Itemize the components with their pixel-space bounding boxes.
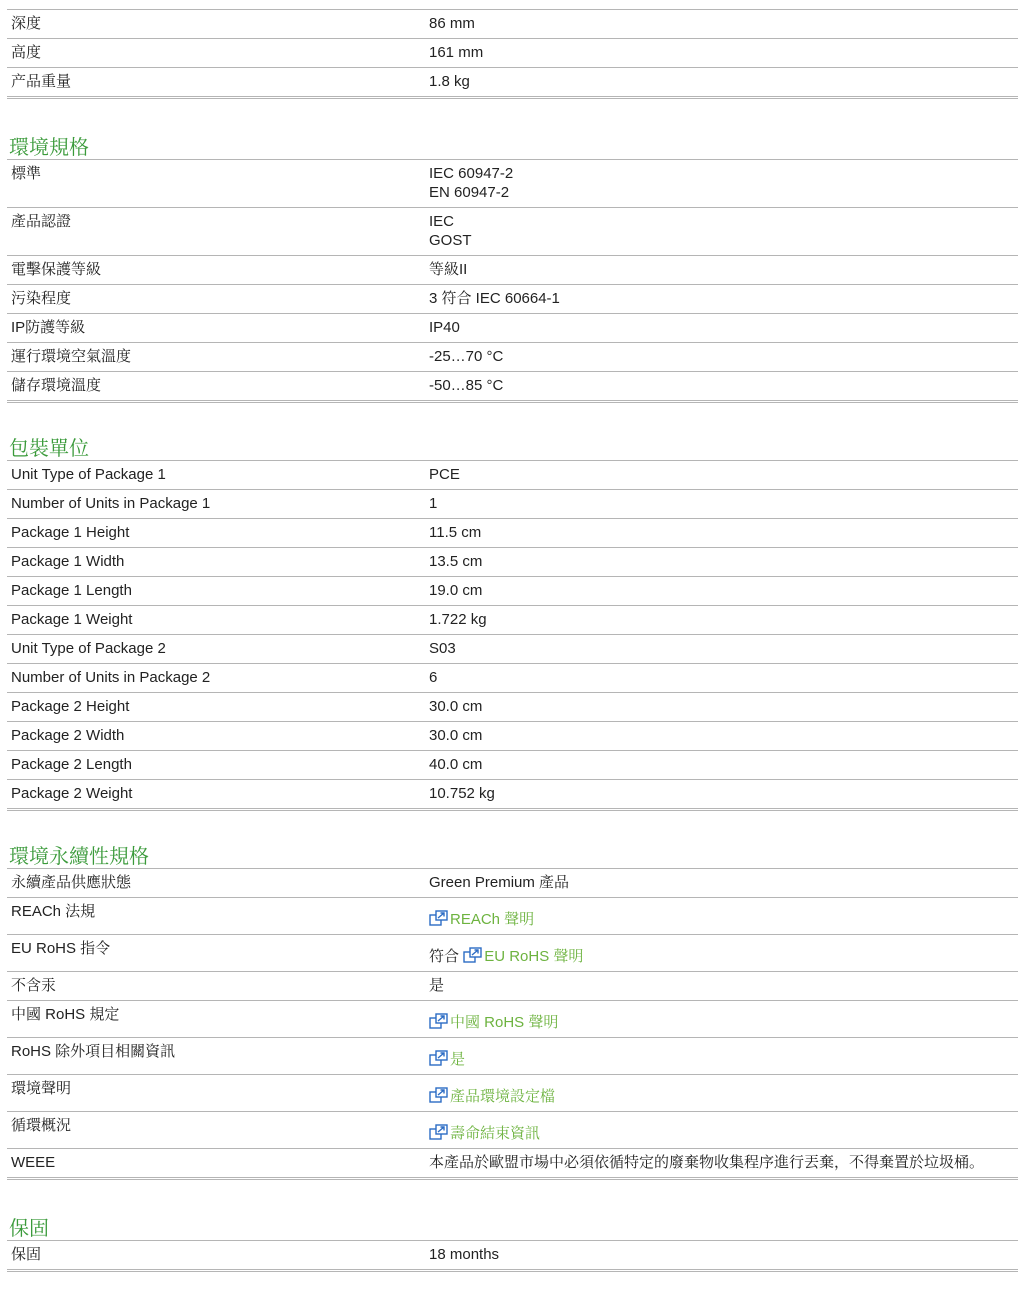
spec-key: 產品認證 xyxy=(11,213,72,230)
certification-value: GOST xyxy=(429,232,472,249)
link-text: 中國 RoHS 聲明 xyxy=(450,1014,559,1031)
spec-value: 30.0 cm xyxy=(429,698,483,715)
spec-value: S03 xyxy=(429,640,456,657)
product-spec-sheet xyxy=(7,0,1018,1272)
environment-section xyxy=(7,137,1018,403)
spec-row-weight xyxy=(7,68,1018,99)
spec-row-operating-temp xyxy=(7,343,1018,372)
spec-key: Package 1 Height xyxy=(11,524,130,541)
spec-value xyxy=(429,939,1018,966)
spec-value: 1.8 kg xyxy=(429,73,470,90)
spec-row-package xyxy=(7,461,1018,490)
spec-value: 18 months xyxy=(429,1246,500,1263)
spec-row-mercury-free xyxy=(7,972,1018,1001)
link-text: REACh 聲明 xyxy=(450,911,535,928)
spec-value xyxy=(429,1079,1018,1106)
standard-value: EN 60947-2 xyxy=(429,184,510,201)
spec-value xyxy=(429,1005,1018,1032)
dimensions-section xyxy=(7,9,1018,99)
spec-value: 40.0 cm xyxy=(429,756,483,773)
spec-value: 本產品於歐盟市場中必須依循特定的廢棄物收集程序進行丟棄，不得棄置於垃圾桶。 xyxy=(429,1154,985,1171)
spec-row-eu-rohs xyxy=(7,935,1018,972)
section-title-warranty: 保固 xyxy=(7,1218,1018,1241)
spec-row-package xyxy=(7,548,1018,577)
spec-value: 是 xyxy=(429,977,445,994)
spec-key: 中國 RoHS 規定 xyxy=(11,1006,120,1023)
spec-key: EU RoHS 指令 xyxy=(11,940,111,957)
spec-value xyxy=(429,1116,1018,1143)
spec-row-package xyxy=(7,490,1018,519)
spec-row-warranty xyxy=(7,1241,1018,1272)
spec-row-depth xyxy=(7,10,1018,39)
spec-key: 標準 xyxy=(11,165,42,182)
section-title-packaging: 包裝單位 xyxy=(7,438,1018,461)
spec-row-weee xyxy=(7,1149,1018,1180)
spec-key: Package 2 Weight xyxy=(11,785,133,802)
reach-declaration-link[interactable] xyxy=(429,910,534,929)
external-link-icon xyxy=(429,910,449,926)
spec-value: -50…85 °C xyxy=(429,377,504,394)
spec-row-package xyxy=(7,635,1018,664)
spec-value: 等級II xyxy=(429,261,468,278)
spec-row-package xyxy=(7,751,1018,780)
spec-value: 161 mm xyxy=(429,44,484,61)
spec-key: Package 2 Length xyxy=(11,756,132,773)
certification-value: IEC xyxy=(429,213,455,230)
section-title-sustainability: 環境永續性規格 xyxy=(7,846,1018,869)
spec-key: 儲存環境溫度 xyxy=(11,377,102,394)
spec-row-offer-status xyxy=(7,869,1018,898)
warranty-section xyxy=(7,1218,1018,1272)
spec-key: 不含汞 xyxy=(11,977,57,994)
spec-row-package xyxy=(7,780,1018,811)
spec-value: 30.0 cm xyxy=(429,727,483,744)
spec-key: Package 1 Length xyxy=(11,582,132,599)
spec-row-package xyxy=(7,693,1018,722)
spec-value xyxy=(429,212,1018,250)
spec-key: 永續產品供應狀態 xyxy=(11,874,132,891)
spec-key: Number of Units in Package 1 xyxy=(11,495,211,512)
spec-row-env-disclosure xyxy=(7,1075,1018,1112)
spec-row-package xyxy=(7,722,1018,751)
spec-value xyxy=(429,164,1018,202)
link-text: 產品環境設定檔 xyxy=(450,1088,556,1105)
spec-key: WEEE xyxy=(11,1154,56,1171)
spec-key: Unit Type of Package 2 xyxy=(11,640,166,657)
spec-row-standard xyxy=(7,160,1018,208)
spec-value: PCE xyxy=(429,466,460,483)
spec-row-reach xyxy=(7,898,1018,935)
spec-key: 環境聲明 xyxy=(11,1080,72,1097)
china-rohs-declaration-link[interactable] xyxy=(429,1013,558,1032)
spec-value: 10.752 kg xyxy=(429,785,495,802)
standard-value: IEC 60947-2 xyxy=(429,165,514,182)
spec-key: 高度 xyxy=(11,44,42,61)
spec-row-package xyxy=(7,664,1018,693)
spec-row-ip-rating xyxy=(7,314,1018,343)
external-link-icon xyxy=(429,1050,449,1066)
link-text: EU RoHS 聲明 xyxy=(484,948,584,965)
external-link-icon xyxy=(463,947,483,963)
spec-row-certifications xyxy=(7,208,1018,256)
rohs-exemption-link[interactable] xyxy=(429,1050,465,1069)
external-link-icon xyxy=(429,1087,449,1103)
product-environmental-profile-link[interactable] xyxy=(429,1087,555,1106)
spec-value: 6 xyxy=(429,669,438,686)
section-title-environment: 環境規格 xyxy=(7,137,1018,160)
spec-key: REACh 法規 xyxy=(11,903,96,920)
spec-key: Package 1 Width xyxy=(11,553,125,570)
spec-value: 19.0 cm xyxy=(429,582,483,599)
spec-row-package xyxy=(7,606,1018,635)
spec-key: IP防護等級 xyxy=(11,319,86,336)
eu-rohs-declaration-link[interactable] xyxy=(463,948,583,965)
spec-row-package xyxy=(7,577,1018,606)
spec-row-pollution-degree xyxy=(7,285,1018,314)
packaging-section xyxy=(7,438,1018,811)
spec-value: 13.5 cm xyxy=(429,553,483,570)
spec-key: Number of Units in Package 2 xyxy=(11,669,211,686)
spec-key: Package 2 Width xyxy=(11,727,125,744)
external-link-icon xyxy=(429,1013,449,1029)
spec-value: 11.5 cm xyxy=(429,524,482,541)
rohs-compliance-prefix: 符合 xyxy=(429,948,460,965)
spec-row-circularity xyxy=(7,1112,1018,1149)
spec-key: Unit Type of Package 1 xyxy=(11,466,166,483)
spec-value xyxy=(429,902,1018,929)
spec-row-protection-class xyxy=(7,256,1018,285)
spec-value: 1.722 kg xyxy=(429,611,487,628)
spec-value xyxy=(429,1042,1018,1069)
spec-value: Green Premium 產品 xyxy=(429,874,570,891)
spec-value: 86 mm xyxy=(429,15,475,32)
link-text: 壽命結束資訊 xyxy=(450,1125,541,1142)
sustainability-section xyxy=(7,846,1018,1180)
spec-key: Package 1 Weight xyxy=(11,611,133,628)
spec-row-height xyxy=(7,39,1018,68)
spec-key: 深度 xyxy=(11,15,42,32)
spec-key: 产品重量 xyxy=(11,73,72,90)
external-link-icon xyxy=(429,1124,449,1140)
spec-key: 電擊保護等級 xyxy=(11,261,102,278)
link-text: 是 xyxy=(450,1051,466,1068)
spec-key: Package 2 Height xyxy=(11,698,130,715)
spec-value: 1 xyxy=(429,495,438,512)
spec-value: IP40 xyxy=(429,319,460,336)
spec-key: 循環概況 xyxy=(11,1117,72,1134)
spec-row-china-rohs xyxy=(7,1001,1018,1038)
end-of-life-info-link[interactable] xyxy=(429,1124,540,1143)
spec-value: -25…70 °C xyxy=(429,348,504,365)
spec-key: 保固 xyxy=(11,1246,42,1263)
spec-row-storage-temp xyxy=(7,372,1018,403)
spec-row-package xyxy=(7,519,1018,548)
spec-key: RoHS 除外項目相關資訊 xyxy=(11,1043,176,1060)
spec-key: 污染程度 xyxy=(11,290,72,307)
spec-value: 3 符合 IEC 60664-1 xyxy=(429,290,560,307)
spec-key: 運行環境空氣溫度 xyxy=(11,348,132,365)
spec-row-rohs-exemption xyxy=(7,1038,1018,1075)
